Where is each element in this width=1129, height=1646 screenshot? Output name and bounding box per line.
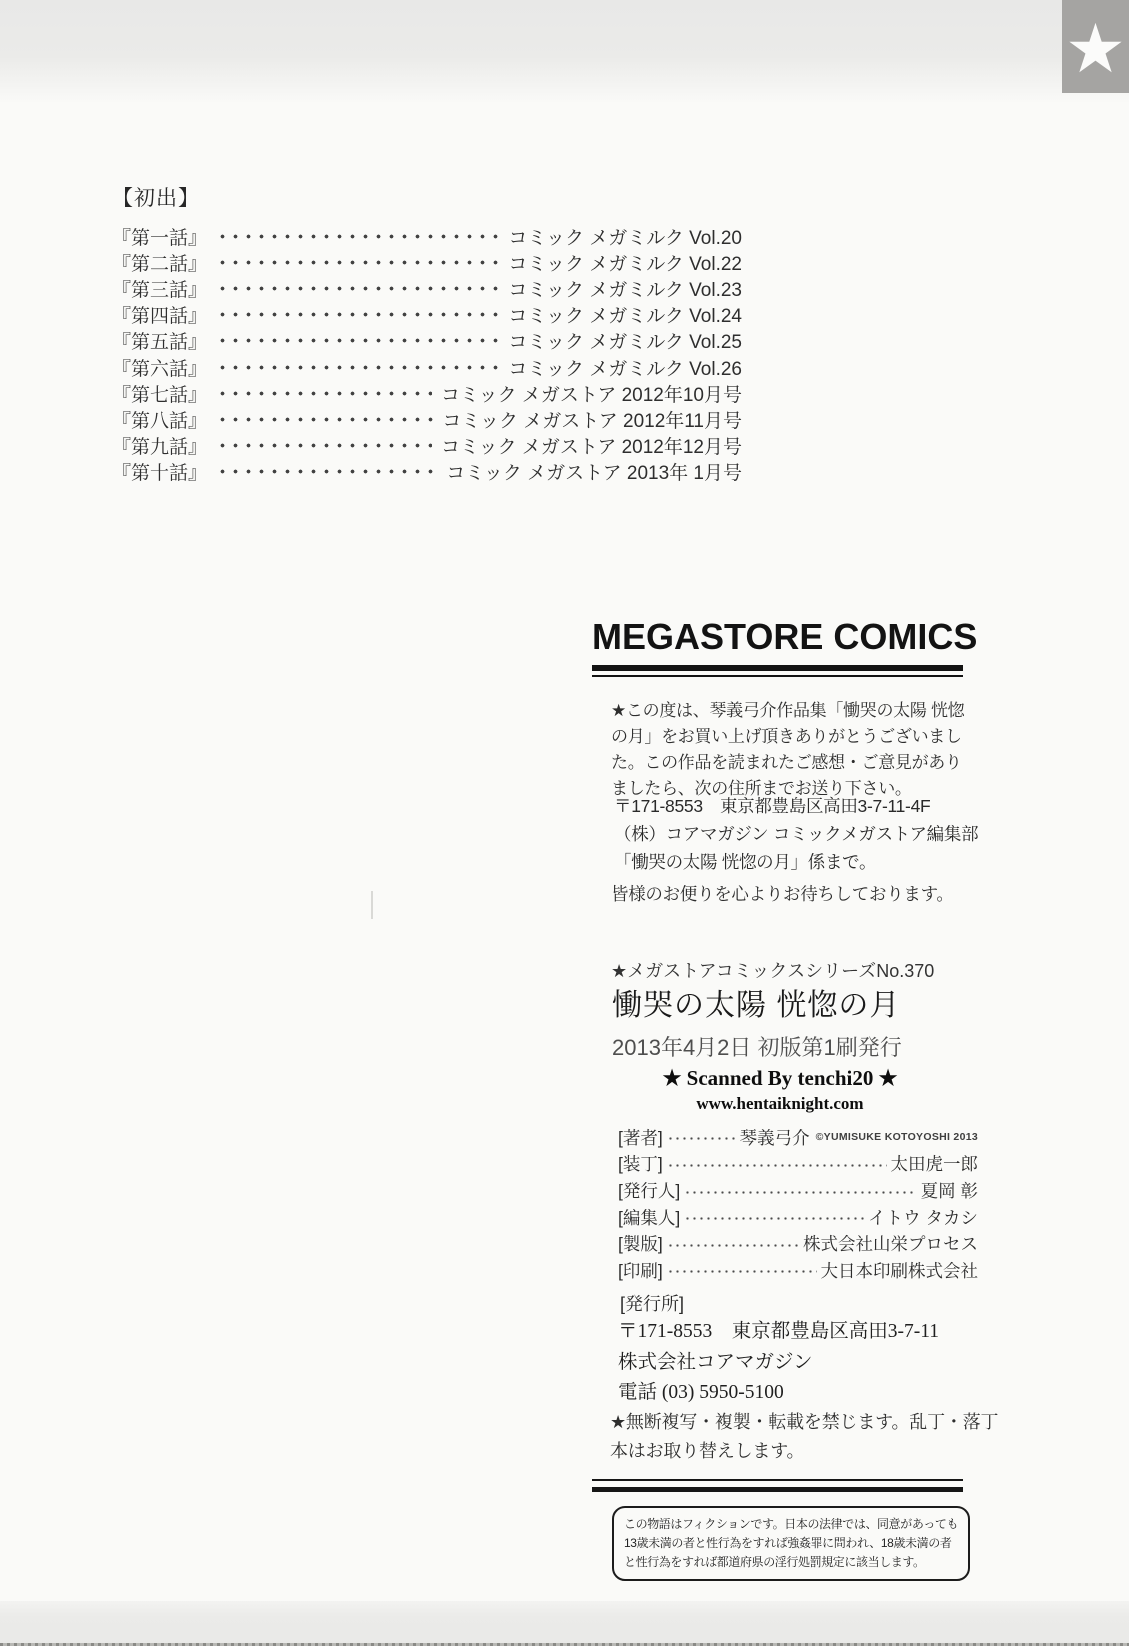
text-line: 株式会社コアマガジン [618, 1351, 813, 1373]
source-label: コミック メガストア 2012年11月号 [442, 410, 742, 432]
credit-row-publisher-person [618, 1177, 978, 1204]
divider-thick-rule [592, 1487, 963, 1492]
chapter-label: 『第三話』 [112, 279, 208, 301]
publication-row [112, 302, 742, 328]
dotted-leader [216, 459, 437, 485]
publication-row [112, 380, 742, 406]
source-label: コミック メガミルク Vol.20 [508, 227, 742, 249]
source-label: コミック メガミルク Vol.26 [508, 358, 742, 380]
publication-row [112, 275, 742, 301]
publication-row [112, 354, 742, 380]
publication-row [112, 249, 742, 275]
source-label: コミック メガミルク Vol.25 [508, 332, 742, 354]
credit-value: 株式会社山栄プロセス [803, 1234, 978, 1255]
text-line: ましたら、次の住所までお送り下さい。 [611, 779, 912, 798]
scan-artifact [371, 891, 373, 919]
bottom-scan-band [0, 1601, 1129, 1646]
text-line: 本はお取り替えします。 [610, 1440, 805, 1461]
chapter-label: 『第七話』 [112, 384, 208, 406]
first-publication-heading: 【初出】 [112, 187, 200, 210]
series-number: ★メガストアコミックスシリーズNo.370 [611, 961, 935, 981]
credit-row-plate [618, 1230, 978, 1257]
chapter-label: 『第四話』 [112, 306, 208, 328]
dotted-leader [216, 249, 499, 275]
logo-underline-thick [592, 665, 963, 671]
thanks-paragraph [611, 698, 964, 802]
dotted-leader [216, 223, 499, 249]
source-label: コミック メガミルク Vol.24 [508, 306, 742, 328]
credit-label: [印刷] [618, 1260, 663, 1281]
publication-row [112, 406, 742, 432]
text-line: の月」をお買い上げ頂きありがとうございまし [611, 727, 962, 746]
dotted-leader [667, 1151, 887, 1178]
editorial-address [614, 792, 978, 876]
dotted-leader [216, 354, 499, 380]
text-line: ★この度は、琴義弓介作品集「慟哭の太陽 恍惚 [611, 701, 965, 720]
credit-value: 太田虎一郎 [890, 1154, 978, 1175]
publication-row [112, 223, 742, 249]
logo-underline-thin [592, 675, 963, 677]
chapter-label: 『第五話』 [112, 332, 208, 354]
source-label: コミック メガストア 2012年12月号 [440, 437, 742, 459]
credit-label: [発行人] [618, 1180, 681, 1201]
dotted-leader [216, 328, 499, 354]
dotted-leader [667, 1230, 799, 1257]
credit-label: [製版] [618, 1234, 663, 1255]
dotted-leader [667, 1124, 736, 1151]
source-label: コミック メガミルク Vol.22 [508, 253, 742, 275]
publication-row [112, 433, 742, 459]
text-line: （株）コアマガジン コミックメガストア編集部 [614, 824, 979, 844]
waiting-note: 皆様のお便りを心よりお待ちしております。 [611, 884, 954, 904]
top-scan-band [0, 0, 1129, 104]
credit-value: 琴義弓介 [739, 1127, 810, 1148]
chapter-label: 『第六話』 [112, 358, 208, 380]
chapter-label: 『第一話』 [112, 227, 208, 249]
dotted-leader [667, 1257, 817, 1284]
dotted-leader [684, 1204, 864, 1231]
dotted-leader [216, 433, 432, 459]
scan-url: www.hentaiknight.com [696, 1094, 864, 1113]
source-label: コミック メガストア 2012年10月号 [440, 384, 742, 406]
credits-list [618, 1124, 978, 1284]
dotted-leader [216, 406, 433, 432]
first-publication-section [112, 182, 742, 485]
text-line: 〒171-8553 東京都豊島区高田3-7-11 [618, 1321, 940, 1342]
publication-row [112, 328, 742, 354]
publisher-address [618, 1317, 939, 1409]
credit-value: 夏岡 彰 [920, 1180, 978, 1201]
credit-value: 大日本印刷株式会社 [820, 1260, 978, 1281]
publication-row [112, 459, 742, 485]
copyright-notice [610, 1408, 998, 1465]
text-line: と性行為をすれば都道府県の淫行処罰規定に該当します。 [624, 1555, 925, 1569]
text-line: 「慟哭の太陽 恍惚の月」係まで。 [614, 852, 877, 872]
chapter-label: 『第二話』 [112, 253, 208, 275]
text-line: 電話 (03) 5950-5100 [618, 1382, 784, 1403]
star-badge [1062, 0, 1129, 93]
print-date: 2013年4月2日 初版第1刷発行 [612, 1035, 902, 1060]
credit-label: [著者] [618, 1127, 663, 1148]
divider-thin-rule [592, 1479, 963, 1481]
star-icon: ★ [1065, 10, 1126, 87]
book-title: 慟哭の太陽 恍惚の月 [612, 989, 901, 1022]
megastore-logo: MEGASTORE COMICS [592, 616, 978, 657]
text-line: ★無断複写・複製・転載を禁じます。乱丁・落丁 [610, 1412, 999, 1432]
credit-value: イトウ タカシ [868, 1207, 978, 1228]
publisher-label: [発行所] [620, 1294, 685, 1314]
dotted-leader [216, 275, 499, 301]
dotted-leader [684, 1177, 916, 1204]
chapter-label: 『第十話』 [112, 463, 208, 485]
credit-row-author [618, 1124, 978, 1151]
copyright-note: ©YUMISUKE KOTOYOSHI 2013 [815, 1131, 978, 1144]
source-label: コミック メガミルク Vol.23 [508, 279, 742, 301]
credit-label: [装丁] [618, 1154, 663, 1175]
credit-row-editor [618, 1204, 978, 1231]
source-label: コミック メガストア 2013年 1月号 [446, 463, 742, 485]
chapter-label: 『第九話』 [112, 437, 208, 459]
scan-credit: ★ Scanned By tenchi20 ★ [662, 1066, 898, 1090]
dotted-leader [216, 302, 499, 328]
text-line: この物語はフィクションです。日本の法律では、同意があっても [624, 1517, 959, 1531]
fiction-disclaimer-box [612, 1506, 970, 1581]
credit-row-print [618, 1257, 978, 1284]
text-line: 13歳未満の者と性行為をすれば強姦罪に問われ、18歳未満の者 [624, 1536, 952, 1550]
credit-label: [編集人] [618, 1207, 681, 1228]
credit-row-design [618, 1151, 978, 1178]
megastore-logo-block [592, 616, 978, 677]
chapter-label: 『第八話』 [112, 410, 208, 432]
text-line: た。この作品を読まれたご感想・ご意見があり [611, 753, 962, 772]
dotted-leader [216, 380, 432, 406]
text-line: 〒171-8553 東京都豊島区高田3-7-11-4F [614, 796, 931, 816]
section-divider [592, 1479, 963, 1492]
